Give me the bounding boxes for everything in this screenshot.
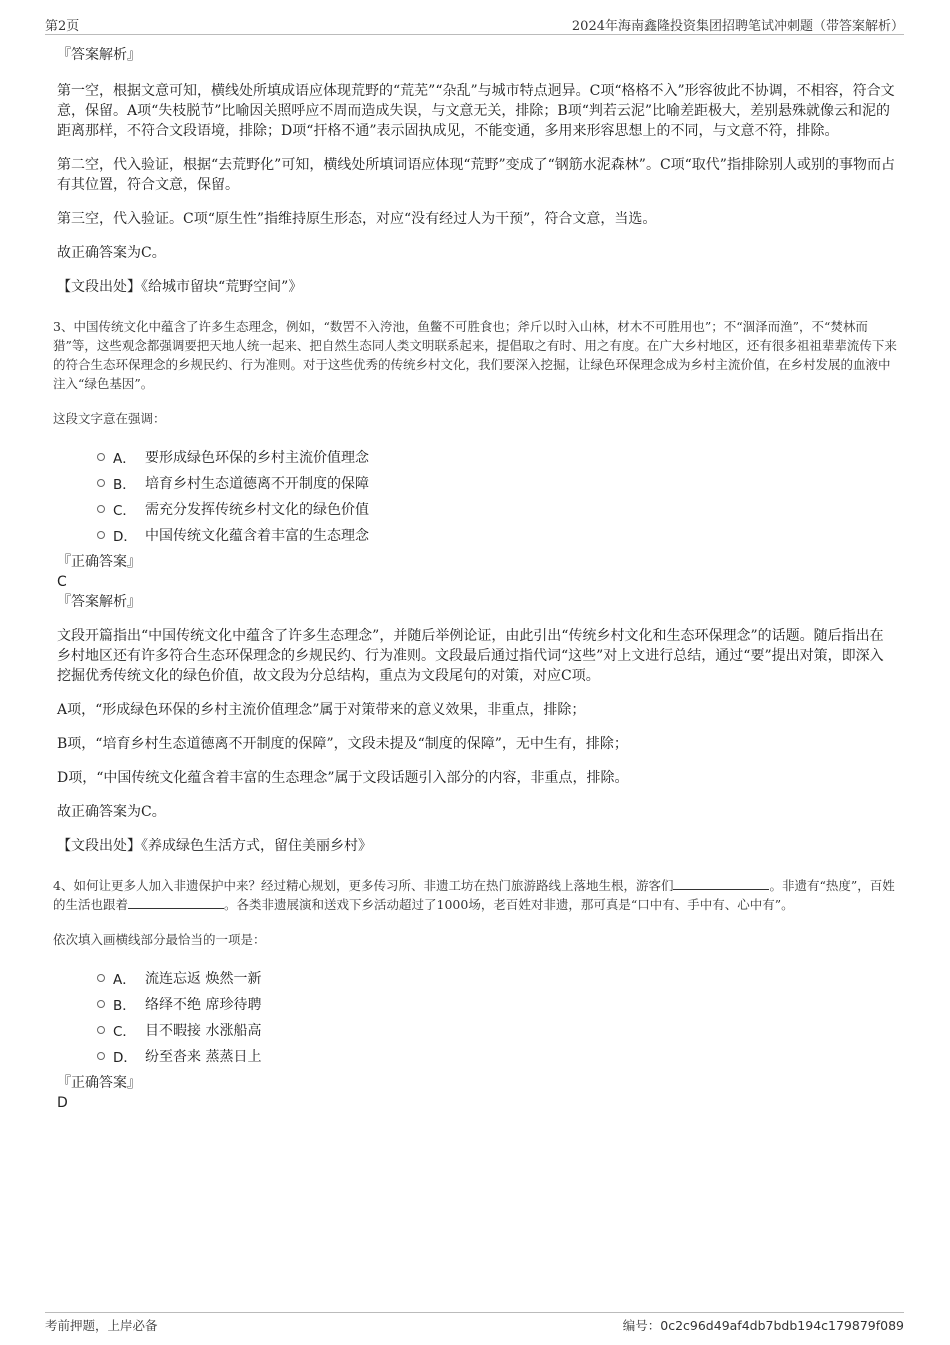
answer-blank	[128, 896, 224, 909]
footer-slogan: 考前押题，上岸必备	[45, 1318, 158, 1333]
source-citation: 【文段出处】《养成绿色生活方式，留住美丽乡村》	[57, 838, 372, 854]
question-3-prompt: 这段文字意在强调：	[53, 411, 166, 426]
option-c[interactable]: C． 目不暇接 水涨船高	[97, 1017, 897, 1043]
correct-answer: D	[57, 1095, 68, 1111]
analysis-conclusion: 故正确答案为C。	[57, 804, 166, 820]
analysis-conclusion: 故正确答案为C。	[57, 245, 166, 261]
analysis-paragraph: 第二空，代入验证，根据“去荒野化”可知，横线处所填词语应体现“荒野”变成了“钢筋水泥森林”。C项“取代”指排除别人或别的事物而占有其位置，符合文意，保留。	[57, 157, 895, 193]
document-code: 编号：0c2c96d49af4db7bdb194c179879f089	[622, 1318, 904, 1333]
radio-icon[interactable]	[97, 1000, 105, 1008]
option-d[interactable]: D． 纷至沓来 蒸蒸日上	[97, 1043, 897, 1069]
question-4-options	[97, 965, 897, 1069]
page-footer	[45, 1312, 904, 1333]
page-number: 第2页	[45, 19, 80, 34]
radio-icon[interactable]	[97, 479, 105, 487]
option-a[interactable]: A． 要形成绿色环保的乡村主流价值理念	[97, 444, 897, 470]
analysis-heading: 『答案解析』	[57, 594, 141, 610]
radio-icon[interactable]	[97, 531, 105, 539]
analysis-heading: 『答案解析』	[57, 47, 141, 63]
question-4-prompt: 依次填入画横线部分最恰当的一项是：	[53, 932, 266, 947]
source-citation: 【文段出处】《给城市留块“荒野空间”》	[57, 279, 303, 295]
option-a[interactable]: A． 流连忘返 焕然一新	[97, 965, 897, 991]
option-b[interactable]: B． 络绎不绝 席珍待聘	[97, 991, 897, 1017]
option-d[interactable]: D． 中国传统文化蕴含着丰富的生态理念	[97, 522, 897, 548]
question-3-text: 3、中国传统文化中蕴含了许多生态理念，例如，“数罟不入洿池，鱼鳖不可胜食也；斧斤以时入山林，材木不可胜用也”；不“涸泽而渔”，不“焚林而猎”等，这些观念都强调要把天地人统一起来、把自然生态同人类文明联系起来，提倡取之有时、用之有度。在广大乡村地区，还有很多祖祖辈辈流传下来的符合生态环保理念的乡规民约、行为准则。对于这些优秀的传统乡村文化，我们要深入挖掘，让绿色环保理念成为乡村主流价值，在乡村发展的血液中注入“绿色基因”。	[53, 319, 897, 391]
correct-answer-heading: 『正确答案』	[57, 554, 141, 570]
correct-answer-heading: 『正确答案』	[57, 1075, 141, 1091]
correct-answer: C	[57, 574, 67, 590]
answer-blank	[673, 877, 769, 890]
question-3-options	[97, 444, 897, 548]
analysis-paragraph: 文段开篇指出“中国传统文化中蕴含了许多生态理念”，并随后举例论证，由此引出“传统乡村文化和生态环保理念”的话题。随后指出在乡村地区还有许多符合生态环保理念的乡规民约、行为准则。文段最后通过指代词“这些”对上文进行总结，通过“要”提出对策，即深入挖掘优秀传统文化的绿色价值，故文段为分总结构，重点为文段尾句的对策，对应C项。	[57, 628, 884, 684]
analysis-paragraph: B项，“培育乡村生态道德离不开制度的保障”，文段未提及“制度的保障”，无中生有，排除；	[57, 736, 628, 752]
radio-icon[interactable]	[97, 974, 105, 982]
radio-icon[interactable]	[97, 1052, 105, 1060]
analysis-paragraph: 第三空，代入验证。C项“原生性”指维持原生形态，对应“没有经过人为干预”，符合文意，当选。	[57, 211, 657, 227]
radio-icon[interactable]	[97, 505, 105, 513]
analysis-paragraph: A项，“形成绿色环保的乡村主流价值理念”属于对策带来的意义效果，非重点，排除；	[57, 702, 586, 718]
analysis-paragraph: 第一空，根据文意可知，横线处所填成语应体现荒野的“荒芜”“杂乱”与城市特点迥异。C项“格格不入”形容彼此不协调，不相容，符合文意，保留。A项“失枝脱节”比喻因关照呼应不周而造成失误，与文意无关，排除；B项“判若云泥”比喻差距极大，差别悬殊就像云和泥的距离那样，不符合文段语境，排除；D项“扞格不通”表示固执成见，不能变通，多用来形容思想上的不同，与文意不符，排除。	[57, 83, 895, 139]
document-title: 2024年海南鑫隆投资集团招聘笔试冲刺题（带答案解析）	[571, 19, 904, 34]
page-header	[45, 14, 904, 35]
radio-icon[interactable]	[97, 1026, 105, 1034]
page-content	[53, 45, 897, 1113]
option-b[interactable]: B． 培育乡村生态道德离不开制度的保障	[97, 470, 897, 496]
question-4-text: 4、如何让更多人加入非遗保护中来？经过精心规划，更多传习所、非遗工坊在热门旅游路线上落地生根，游客们 。非遗有“热度”，百姓的生活也跟着 。各类非遗展演和送戏下乡活动超过了1000场，老百姓对非遗，那可真是“口中有、手中有、心中有”。	[53, 878, 895, 912]
radio-icon[interactable]	[97, 453, 105, 461]
analysis-paragraph: D项，“中国传统文化蕴含着丰富的生态理念”属于文段话题引入部分的内容，非重点，排除。	[57, 770, 629, 786]
option-c[interactable]: C． 需充分发挥传统乡村文化的绿色价值	[97, 496, 897, 522]
